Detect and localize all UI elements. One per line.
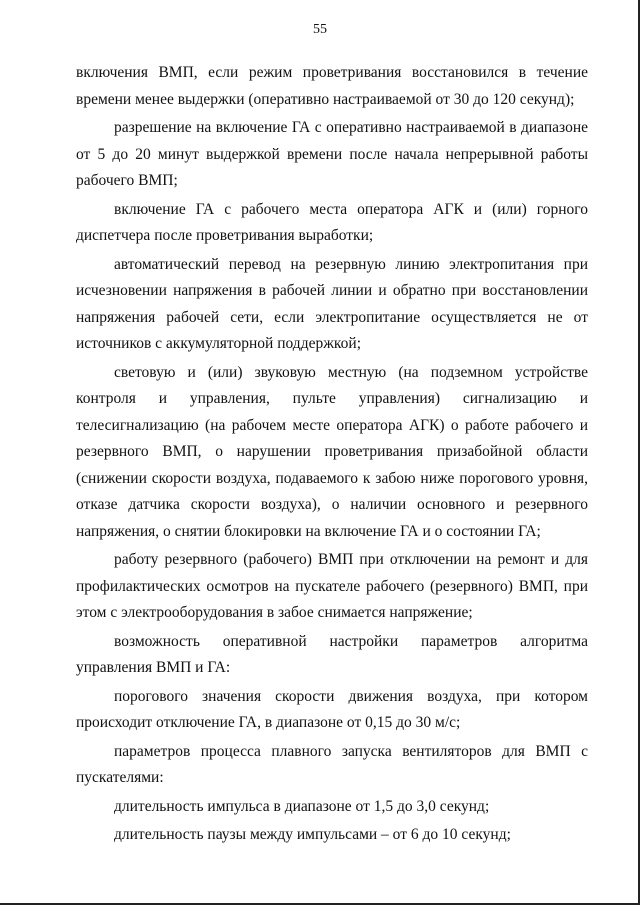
paragraph-ventilation-resume: включения ВМП, если режим проветривания восстановился в течение времени менее выдержки (оперативно настраиваемой от 30 до 120 секунд); (76, 64, 588, 108)
document-body (76, 60, 588, 851)
paragraph-backup-power: автоматический перевод на резервную линию электропитания при исчезновении напряжения в рабочей линии и обратно при восстановлении напряжения рабочей сети, если электропитание осуществляется не от источников с аккумуляторной поддержкой; (76, 255, 588, 352)
page-number: 55 (313, 22, 327, 37)
paragraph-ga-permission: разрешение на включение ГА с оперативно настраиваемой в диапазоне от 5 до 20 минут выдержкой времени после начала непрерывной работы рабочего ВМП; (76, 119, 588, 189)
paragraph-signaling: световую и (или) звуковую местную (на подземном устройстве контроля и управления, пульте управления) сигнализацию и телесигнализацию (на рабочем месте оператора АГК) о работе рабочего и резервного ВМП, о нарушении проветривания призабойной области (снижении скорости воздуха, подаваемого к забою ниже порогового уровня, отказе датчика скорости воздуха), о наличии основного и резервного напряжения, о снятии блокировки на включение ГА и о состоянии ГА; (76, 363, 588, 540)
paragraph-pulse-pause: длительность паузы между импульсами – от 6 до 10 секунд; (114, 826, 511, 843)
paragraph-algorithm-settings: возможность оперативной настройки параметров алгоритма управления ВМП и ГА: (76, 632, 588, 676)
paragraph-backup-fan: работу резервного (рабочего) ВМП при отключении на ремонт и для профилактических осмотров на пускателе рабочего (резервного) ВМП, при этом с электрооборудования в забое снимается напряжение; (76, 551, 588, 621)
paragraph-airspeed-threshold: порогового значения скорости движения воздуха, при котором происходит отключение ГА, в диапазоне от 0,15 до 30 м/с; (76, 687, 588, 731)
paragraph-ga-remote-start: включение ГА с рабочего места оператора АГК и (или) горного диспетчера после проветривания выработки; (76, 200, 588, 244)
paragraph-pulse-duration: длительность импульса в диапазоне от 1,5 до 3,0 секунд; (114, 797, 490, 815)
paragraph-soft-start: параметров процесса плавного запуска вентиляторов для ВМП с пускателями: (76, 742, 588, 786)
